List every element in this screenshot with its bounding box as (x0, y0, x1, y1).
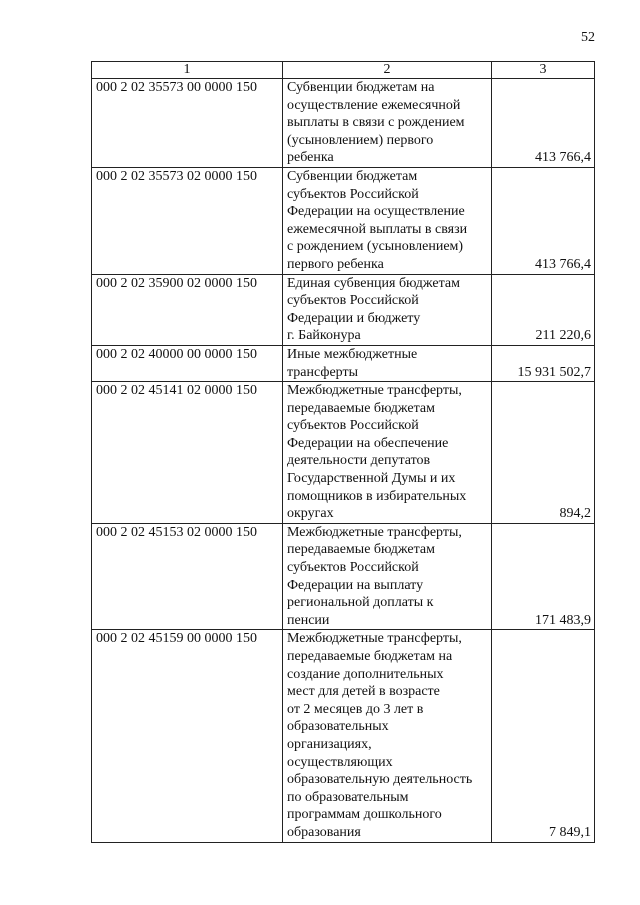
table-row (92, 382, 595, 524)
row-code: 000 2 02 45153 02 0000 150 (92, 523, 283, 630)
row-name-line: округах (287, 506, 334, 522)
row-name-line: передаваемые бюджетам (287, 400, 435, 416)
row-name (283, 345, 492, 381)
row-name (283, 79, 492, 168)
row-name-line: Федерации на выплату (287, 577, 424, 593)
row-name-line: Федерации на осуществление (287, 204, 465, 220)
table-row (92, 630, 595, 842)
table-row (92, 167, 595, 274)
row-name-line: деятельности депутатов (287, 453, 431, 469)
row-amount: 413 766,4 (492, 79, 595, 168)
row-name-line: Субвенции бюджетам на (287, 80, 435, 95)
row-name-line: с рождением (усыновлением) (287, 239, 464, 255)
row-name-line: субъектов Российской (287, 418, 419, 434)
column-header-amount: 3 (492, 62, 595, 79)
row-name-line: пенсии (287, 612, 330, 628)
row-name-line: по образовательным (287, 789, 409, 805)
row-name-line: ребенка (287, 150, 334, 166)
row-amount: 171 483,9 (492, 523, 595, 630)
row-name-line: организациях, (287, 736, 372, 752)
row-name-line: субъектов Российской (287, 293, 419, 309)
row-name-line: образовательную деятельность (287, 772, 473, 788)
row-code: 000 2 02 45159 00 0000 150 (92, 630, 283, 842)
row-name-line: мест для детей в возрасте (287, 684, 440, 700)
row-name-line: Государственной Думы и их (287, 471, 456, 487)
column-header-code: 1 (92, 62, 283, 79)
row-name-line: осуществление ежемесячной (287, 97, 461, 113)
row-name-line: Субвенции бюджетам (287, 168, 418, 184)
row-name-line: выплаты в связи с рождением (287, 115, 465, 131)
row-name-line: помощников в избирательных (287, 488, 467, 504)
row-name (283, 523, 492, 630)
row-name-line: программам дошкольного (287, 807, 442, 823)
row-name-line: г. Байконура (287, 328, 361, 344)
table-row (92, 523, 595, 630)
row-name-line: Иные межбюджетные (287, 346, 418, 362)
row-name-line: первого ребенка (287, 256, 384, 272)
row-amount: 211 220,6 (492, 274, 595, 345)
row-name (283, 167, 492, 274)
row-amount: 894,2 (492, 382, 595, 524)
row-name-line: образования (287, 824, 361, 840)
table-row (92, 274, 595, 345)
row-code: 000 2 02 40000 00 0000 150 (92, 345, 283, 381)
row-name-line: субъектов Российской (287, 560, 419, 576)
row-code: 000 2 02 35900 02 0000 150 (92, 274, 283, 345)
row-amount: 7 849,1 (492, 630, 595, 842)
row-amount: 15 931 502,7 (492, 345, 595, 381)
row-name-line: Федерации и бюджету (287, 310, 421, 326)
row-name-line: образовательных (287, 719, 389, 735)
table-row (92, 345, 595, 381)
row-code: 000 2 02 45141 02 0000 150 (92, 382, 283, 524)
page-number: 52 (581, 30, 595, 45)
row-name (283, 630, 492, 842)
row-name-line: Единая субвенция бюджетам (287, 275, 460, 291)
row-name-line: региональной доплаты к (287, 595, 434, 611)
row-name (283, 274, 492, 345)
row-amount: 413 766,4 (492, 167, 595, 274)
row-name-line: (усыновлением) первого (287, 132, 434, 148)
row-name-line: Межбюджетные трансферты, (287, 524, 462, 540)
budget-table (91, 61, 595, 843)
row-name-line: субъектов Российской (287, 186, 419, 202)
row-name-line: осуществляющих (287, 754, 393, 770)
row-name-line: Федерации на обеспечение (287, 435, 449, 451)
row-name-line: Межбюджетные трансферты, (287, 631, 462, 647)
column-header-name: 2 (283, 62, 492, 79)
row-name (283, 382, 492, 524)
row-name-line: Межбюджетные трансферты, (287, 383, 462, 399)
row-name-line: ежемесячной выплаты в связи (287, 221, 468, 237)
row-name-line: передаваемые бюджетам на (287, 649, 453, 664)
table-header-row (92, 62, 595, 79)
row-code: 000 2 02 35573 02 0000 150 (92, 167, 283, 274)
row-name-line: трансферты (287, 364, 359, 380)
table-row (92, 79, 595, 168)
row-name-line: передаваемые бюджетам (287, 542, 435, 558)
row-name-line: от 2 месяцев до 3 лет в (287, 701, 424, 717)
row-code: 000 2 02 35573 00 0000 150 (92, 79, 283, 168)
row-name-line: создание дополнительных (287, 666, 444, 682)
